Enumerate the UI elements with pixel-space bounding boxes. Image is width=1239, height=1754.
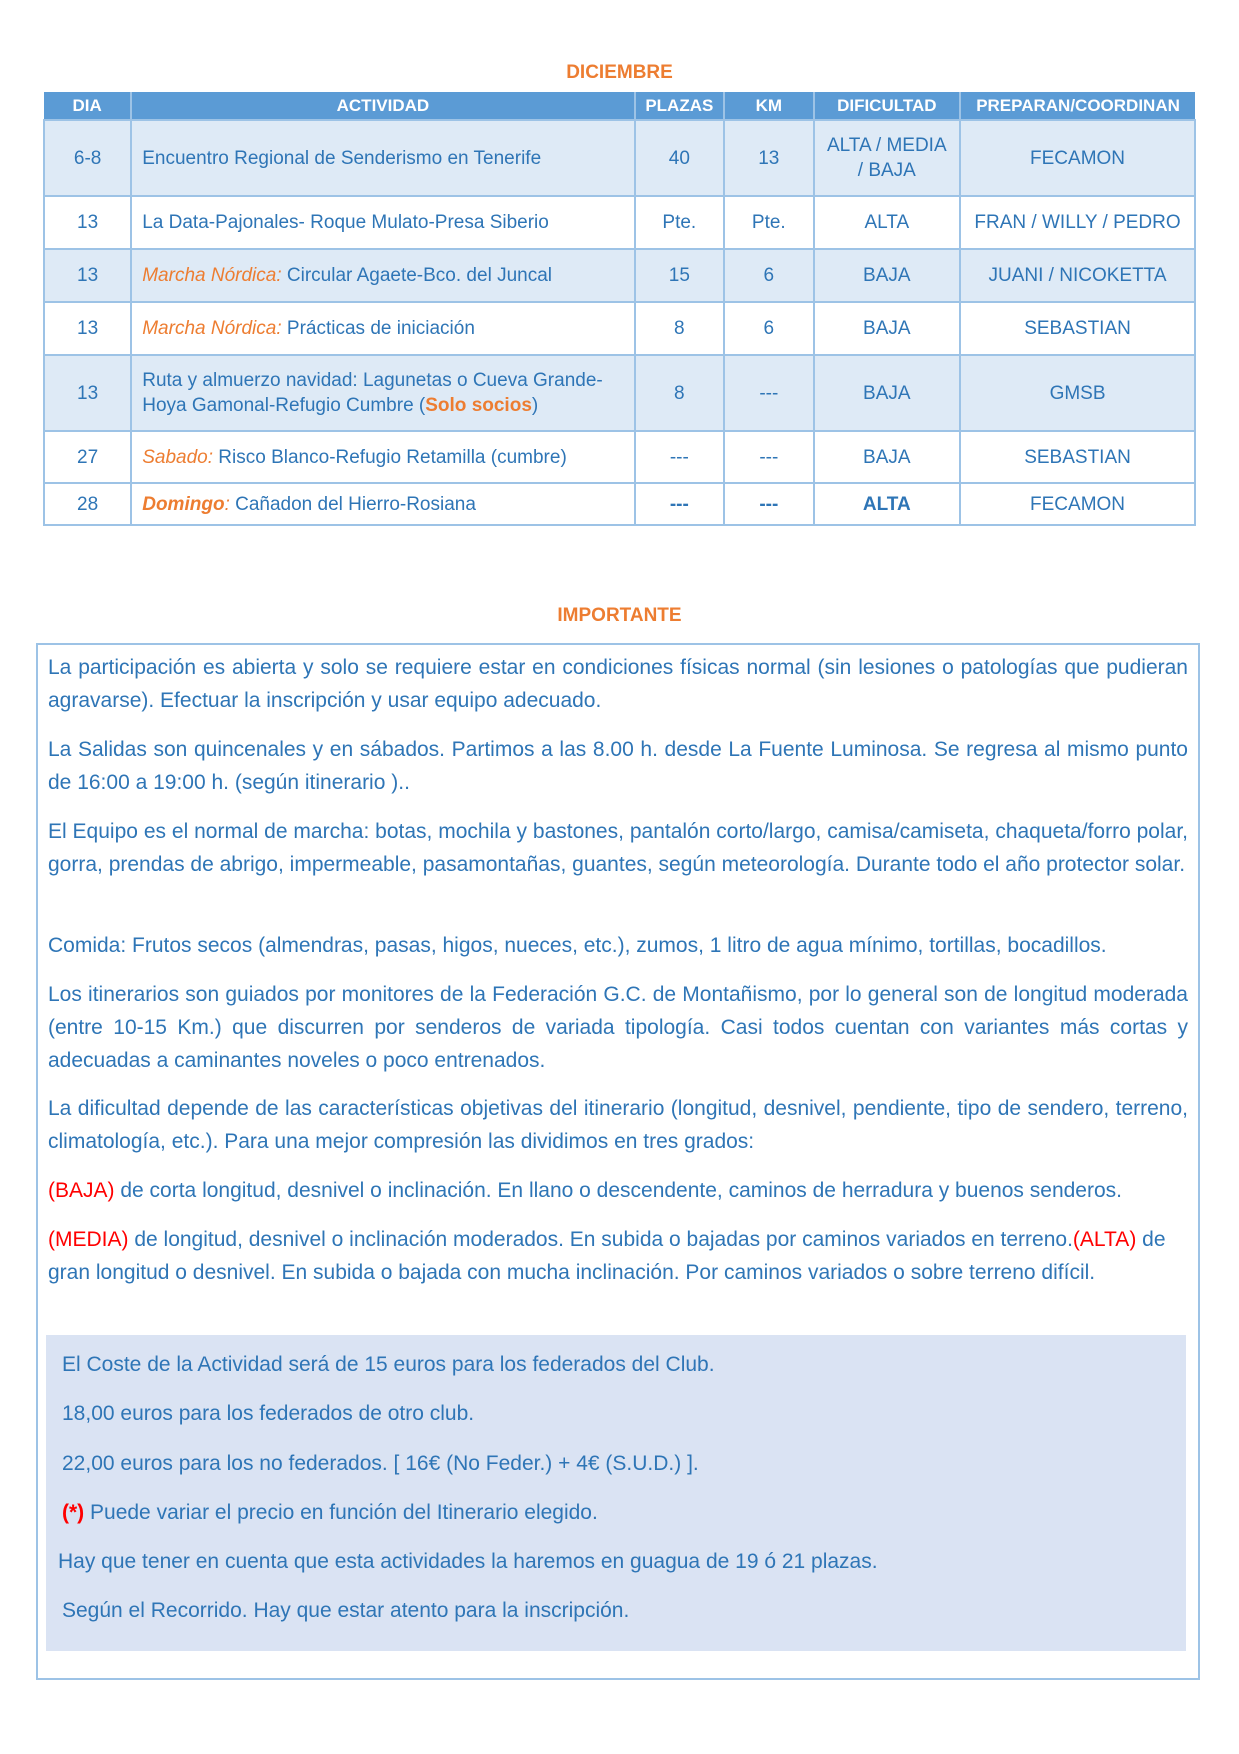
cell-plazas: Pte.	[635, 196, 724, 249]
baja-text: de corta longitud, desnivel o inclinación. En llano o descendente, caminos de herradura y buenos senderos.	[114, 1179, 1122, 1202]
cell-actividad	[131, 196, 634, 249]
cell-dificultad: BAJA	[814, 249, 961, 302]
activity-type-tag: Domingo	[142, 493, 225, 515]
cell-km: ---	[724, 431, 813, 483]
cell-actividad	[131, 483, 634, 525]
cell-actividad	[131, 302, 634, 355]
variation-text: Puede variar el precio en función del Itinerario elegido.	[84, 1501, 598, 1524]
important-title: IMPORTANTE	[557, 605, 682, 626]
cell-coordinan: FECAMON	[960, 483, 1195, 525]
cost-line-registration: Según el Recorrido. Hay que estar atento para la inscripción.	[62, 1599, 630, 1622]
activity-type-tag: Marcha Nórdica:	[142, 265, 282, 286]
schedule-title: DICIEMBRE	[566, 62, 673, 83]
cell-km: 13	[724, 120, 813, 196]
paren-open: (	[418, 395, 426, 416]
table-row	[44, 431, 1195, 483]
cost-line-club: El Coste de la Actividad será de 15 euros para los federados del Club.	[62, 1353, 715, 1376]
food-paragraph: Comida: Frutos secos (almendras, pasas, higos, nueces, etc.), zumos, 1 litro de agua mínimo, tortillas, bocadillos.	[48, 934, 1107, 957]
cell-coordinan: SEBASTIAN	[960, 302, 1195, 355]
cell-actividad	[131, 249, 634, 302]
activity-text: Ruta y almuerzo navidad: Lagunetas o Cueva Grande-Hoya Gamonal-Refugio Cumbre	[142, 370, 603, 416]
cell-km: ---	[724, 355, 813, 431]
cell-coordinan: JUANI / NICOKETTA	[960, 249, 1195, 302]
important-box	[36, 643, 1200, 1680]
cell-plazas: ---	[635, 483, 724, 525]
alta-text: de gran longitud o desnivel. En subida o bajada con mucha inclinación. Por caminos variados o sobre terreno difícil.	[48, 1228, 1166, 1284]
difficulty-baja-paragraph	[48, 1174, 1188, 1207]
cell-dia: 13	[44, 302, 131, 355]
activity-type-tag: Sabado:	[142, 446, 214, 468]
departures-paragraph: La Salidas son quincenales y en sábados. Partimos a las 8.00 h. desde La Fuente Luminosa. Se regresa al mismo punto de 16:00 a 19:00 h. (según itinerario )..	[48, 738, 1188, 794]
cell-plazas: 40	[635, 120, 724, 196]
asterisk-note-mark: (*)	[62, 1501, 85, 1524]
column-header-actividad: ACTIVIDAD	[131, 92, 634, 120]
cell-plazas: 8	[635, 355, 724, 431]
table-row	[44, 302, 1195, 355]
cell-actividad	[131, 355, 634, 431]
cell-dificultad: BAJA	[814, 355, 961, 431]
activity-type-colon: :	[224, 493, 230, 515]
members-only-note: Solo socios	[425, 395, 532, 416]
table-header-row	[44, 92, 1195, 120]
baja-label: (BAJA)	[48, 1179, 115, 1202]
cost-line-non-federated: 22,00 euros para los no federados. [ 16€ (No Feder.) + 4€ (S.U.D.) ].	[62, 1452, 699, 1475]
cell-dia: 6-8	[44, 120, 131, 196]
table-row	[44, 355, 1195, 431]
cell-dificultad: BAJA	[814, 431, 961, 483]
activity-text: Circular Agaete-Bco. del Juncal	[281, 265, 552, 286]
cell-plazas: 8	[635, 302, 724, 355]
paren-close: )	[531, 395, 539, 416]
cell-plazas: 15	[635, 249, 724, 302]
cell-coordinan: SEBASTIAN	[960, 431, 1195, 483]
cost-line-other-club: 18,00 euros para los federados de otro club.	[62, 1402, 475, 1425]
itineraries-paragraph: Los itinerarios son guiados por monitores de la Federación G.C. de Montañismo, por lo general son de longitud moderada (entre 10-15 Km.) que discurren por senderos de variada tipología. Casi todos cuentan con variantes más cortas y adecuadas a caminantes noveles o poco entrenados.	[48, 983, 1188, 1072]
activity-text: Risco Blanco-Refugio Retamilla (cumbre)	[213, 446, 567, 468]
cell-dia: 13	[44, 249, 131, 302]
table-row	[44, 196, 1195, 249]
schedule-table	[43, 92, 1196, 526]
cost-line-bus: Hay que tener en cuenta que esta actividades la haremos en guagua de 19 ó 21 plazas.	[58, 1550, 878, 1573]
activity-type-tag: Marcha Nórdica:	[142, 318, 282, 339]
cell-dificultad: ALTA	[814, 483, 961, 525]
column-header-plazas: PLAZAS	[635, 92, 724, 120]
activity-text: Prácticas de iniciación	[281, 318, 475, 339]
cell-km: ---	[724, 483, 813, 525]
media-label: (MEDIA)	[48, 1228, 129, 1251]
cell-dia: 28	[44, 483, 131, 525]
column-header-coordinan: PREPARAN/COORDINAN	[960, 92, 1195, 120]
cell-plazas: ---	[635, 431, 724, 483]
cell-coordinan: FECAMON	[960, 120, 1195, 196]
difficulty-paragraph: La dificultad depende de las características objetivas del itinerario (longitud, desnivel, pendiente, tipo de sendero, terreno, climatología, etc.). Para una mejor compresión las dividimos en tres grados:	[48, 1097, 1188, 1153]
cell-km: 6	[724, 249, 813, 302]
cell-dia: 13	[44, 355, 131, 431]
cell-actividad	[131, 120, 634, 196]
cell-dia: 27	[44, 431, 131, 483]
cell-dificultad: ALTA / MEDIA / BAJA	[814, 120, 961, 196]
cell-km: 6	[724, 302, 813, 355]
activity-text: Encuentro Regional de Senderismo en Tenerife	[142, 147, 542, 169]
column-header-km: KM	[724, 92, 813, 120]
cell-dificultad: BAJA	[814, 302, 961, 355]
participation-paragraph: La participación es abierta y solo se requiere estar en condiciones físicas normal (sin lesiones o patologías que pudieran agravarse). Efectuar la inscripción y usar equipo adecuado.	[48, 656, 1188, 712]
cost-line-variation	[62, 1498, 1176, 1528]
difficulty-media-alta-paragraph	[48, 1223, 1188, 1289]
media-text: de longitud, desnivel o inclinación moderados. En subida o bajadas por caminos variados en terreno.	[128, 1228, 1073, 1251]
cell-actividad	[131, 431, 634, 483]
cell-dificultad: ALTA	[814, 196, 961, 249]
activity-text: Cañadon del Hierro-Rosiana	[229, 493, 476, 515]
table-row	[44, 483, 1195, 525]
cell-coordinan: FRAN / WILLY / PEDRO	[960, 196, 1195, 249]
cell-km: Pte.	[724, 196, 813, 249]
column-header-dificultad: DIFICULTAD	[814, 92, 961, 120]
equipment-paragraph: El Equipo es el normal de marcha: botas, mochila y bastones, pantalón corto/largo, camisa/camiseta, chaqueta/forro polar, gorra, prendas de abrigo, impermeable, pasamontañas, guantes, según meteorología. Durante todo el año protector solar.	[48, 820, 1188, 876]
activity-text: La Data-Pajonales- Roque Mulato-Presa Siberio	[142, 212, 549, 233]
cost-box	[46, 1335, 1186, 1651]
cell-coordinan: GMSB	[960, 355, 1195, 431]
table-row	[44, 120, 1195, 196]
cell-dia: 13	[44, 196, 131, 249]
alta-label: (ALTA)	[1072, 1228, 1137, 1251]
column-header-dia: DIA	[44, 92, 131, 120]
table-row	[44, 249, 1195, 302]
